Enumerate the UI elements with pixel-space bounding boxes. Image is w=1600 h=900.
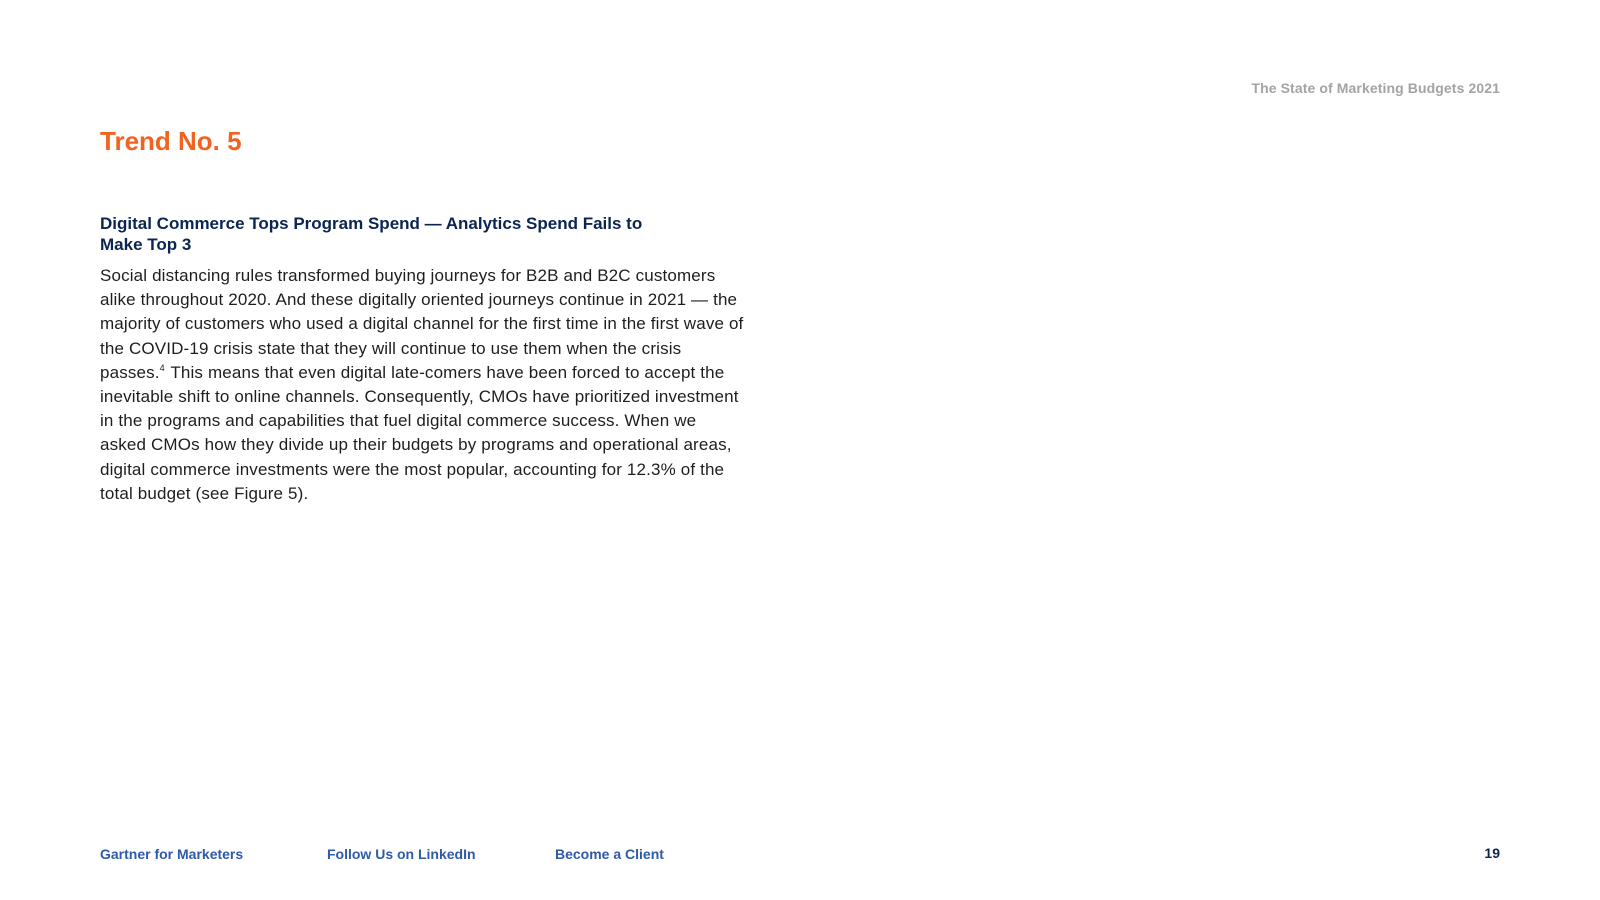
gartner-for-marketers-link[interactable]: Gartner for Marketers (100, 846, 244, 862)
become-a-client-link[interactable]: Become a Client (555, 846, 664, 862)
section-heading: Digital Commerce Tops Program Spend — Analytics Spend Fails to Make Top 3 (100, 214, 643, 254)
body-paragraph (100, 264, 745, 506)
page-number: 19 (1484, 845, 1500, 861)
paragraph-part-2: This means that even digital late-comers have been forced to accept the inevitable shift to online channels. Consequently, CMOs have prioritized investment in the programs and capabilities that fuel digital commerce success. When we asked CMOs how they divide up their budgets by programs and operational areas, digital commerce investments were the most popular, accounting for 12.3% of the total budget (see Figure 5). (100, 362, 739, 503)
document-title: The State of Marketing Budgets 2021 (1251, 80, 1500, 96)
follow-us-linkedin-link[interactable]: Follow Us on LinkedIn (327, 846, 476, 862)
trend-heading: Trend No. 5 (100, 126, 242, 156)
paragraph-part-1: Social distancing rules transformed buying journeys for B2B and B2C customers alike throughout 2020. And these digitally oriented journeys continue in 2021 — the majority of customers who used a digital channel for the first time in the first wave of the COVID-19 crisis state that they will continue to use them when the crisis passes. (100, 266, 744, 382)
footnote-reference[interactable]: 4 (159, 363, 165, 374)
